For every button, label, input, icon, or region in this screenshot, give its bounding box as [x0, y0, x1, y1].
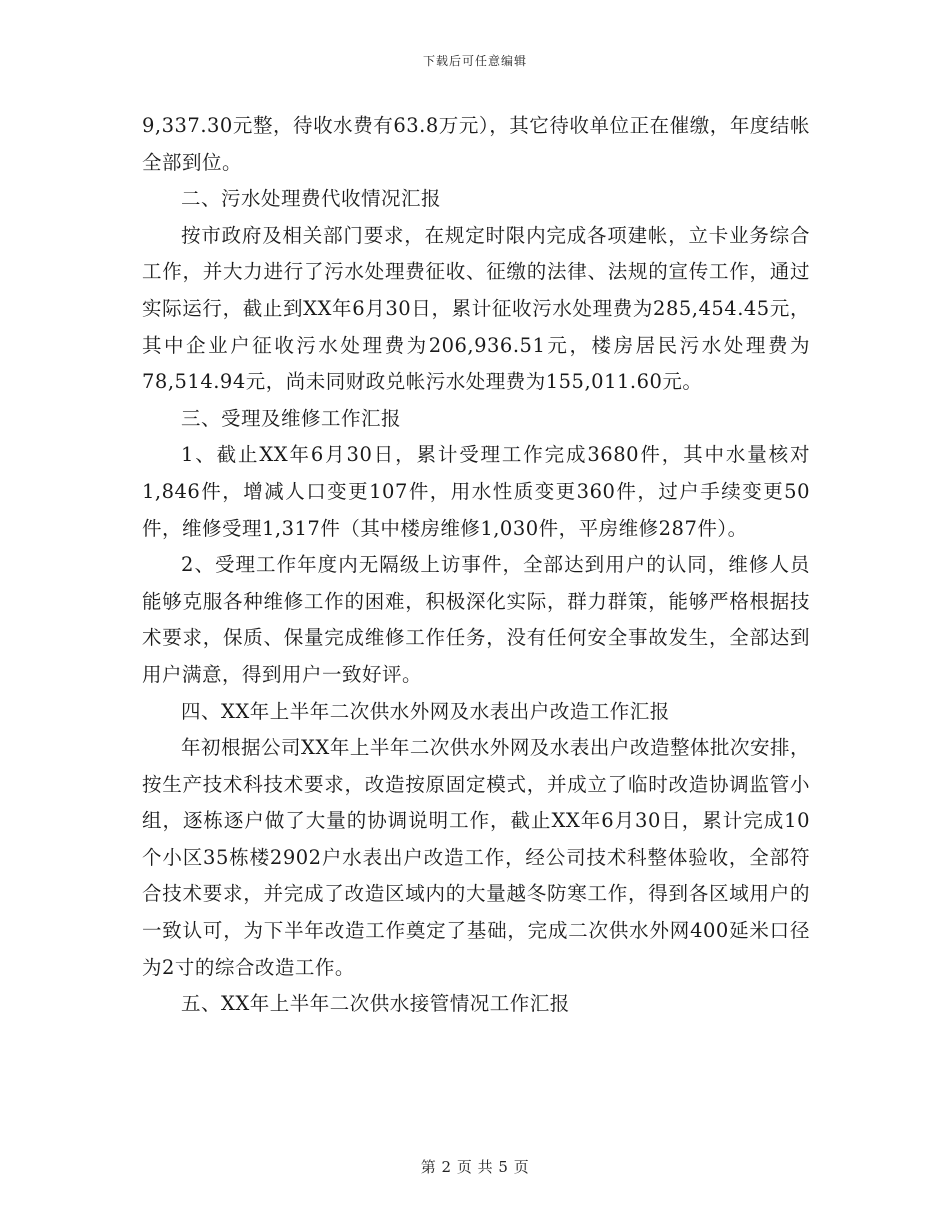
paragraph: 1、截止XX年6月30日，累计受理工作完成3680件，其中水量核对1,846件，增减人口变更107件，用水性质变更360件，过户手续变更50件，维修受理1,317件（其中楼房维修1,030件，平房维修287件）。 [142, 443, 810, 540]
page-header: 下载后可任意编辑 [422, 54, 527, 68]
section-heading: 三、受理及维修工作汇报 [181, 406, 402, 430]
paragraph: 按市政府及相关部门要求，在规定时限内完成各项建帐，立卡业务综合工作，并大力进行了污水处理费征收、征缴的法律、法规的宣传工作，通过实际运行，截止到XX年6月30日，累计征收污水处理费为285,454.45元，其中企业户征收污水处理费为206,936.51元，楼房居民污水处理费为78,514.94元，尚未同财政兑帐污水处理费为155,011.60元。 [142, 223, 810, 394]
paragraph: 年初根据公司XX年上半年二次供水外网及水表出户改造整体批次安排，按生产技术科技术要求，改造按原固定模式，并成立了临时改造协调监管小组，逐栋逐户做了大量的协调说明工作，截止XX年6月30日，累计完成10个小区35栋楼2902户水表出户改造工作，经公司技术科整体验收，全部符合技术要求，并完成了改造区域内的大量越冬防寒工作，得到各区域用户的一致认可，为下半年改造工作奠定了基础，完成二次供水外网400延米口径为2寸的综合改造工作。 [142, 736, 810, 979]
document-body [142, 108, 810, 1023]
paragraph: 9,337.30元整，待收水费有63.8万元），其它待收单位正在催缴，年度结帐全部到位。 [142, 114, 810, 174]
section-heading: 五、XX年上半年二次供水接管情况工作汇报 [181, 992, 570, 1016]
section-heading: 四、XX年上半年二次供水外网及水表出户改造工作汇报 [181, 699, 670, 723]
page-number: 第 2 页 共 5 页 [420, 1158, 530, 1176]
paragraph: 2、受理工作年度内无隔级上访事件，全部达到用户的认同，维修人员能够克服各种维修工作的困难，积极深化实际，群力群策，能够严格根据技术要求，保质、保量完成维修工作任务，没有任何安全事故发生，全部达到用户满意，得到用户一致好评。 [142, 553, 810, 686]
section-heading: 二、污水处理费代收情况汇报 [181, 187, 442, 211]
